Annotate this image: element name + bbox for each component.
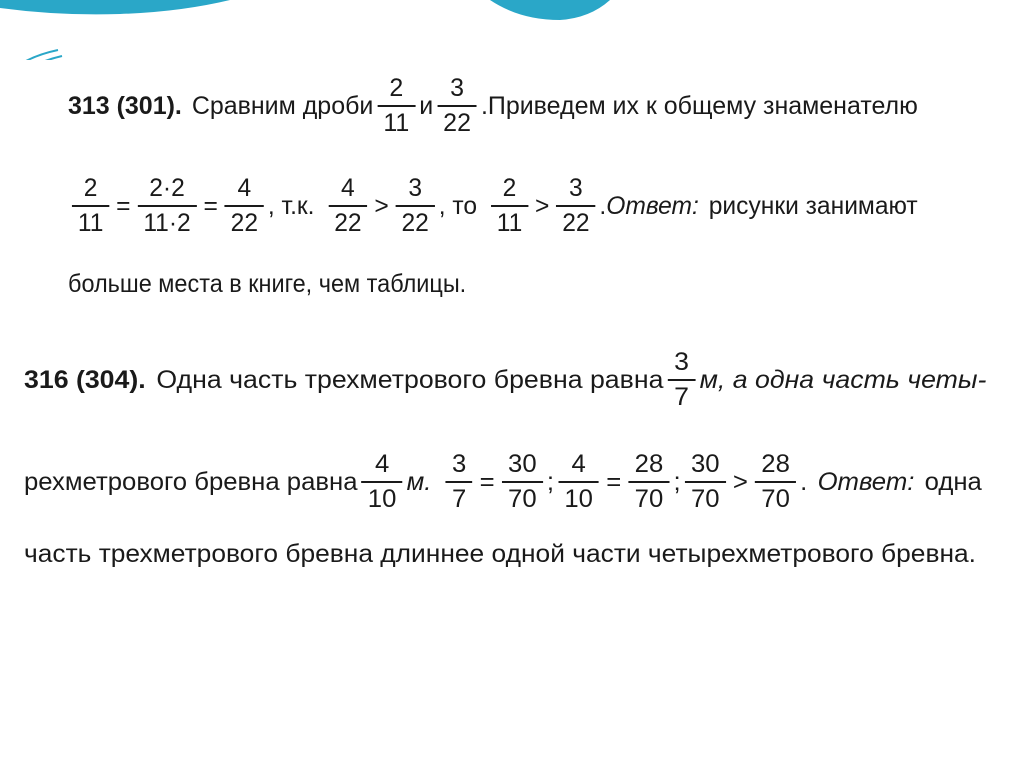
p316-intro: Одна часть трехметрового бревна равна — [156, 365, 664, 394]
p313-and: и — [419, 91, 434, 120]
eq-fraction-2x2-11x2: $\frac{2\cdot 2}{11\cdot 2}$ — [137, 176, 196, 236]
corner-swoosh-icon — [2, 50, 62, 60]
right-wave-shape — [490, 0, 610, 20]
fraction-3-22: $\frac{3}{22}$ — [437, 76, 477, 136]
cmp-fraction-3-22: $\frac{3}{22}$ — [396, 176, 435, 236]
cmp-fraction-4-22: $\frac{4}{22}$ — [328, 176, 367, 236]
eq-fraction-30-70: $\frac{30}{70}$ — [502, 452, 543, 512]
cmp-fraction-30-70: $\frac{30}{70}$ — [685, 452, 726, 512]
p313-line-1 — [68, 70, 918, 142]
left-wave-shape — [0, 0, 230, 14]
p316-line-1 — [24, 338, 986, 422]
fraction-3-7: $\frac{3}{7}$ — [668, 350, 696, 410]
p316-answer-start: одна — [924, 467, 982, 496]
p313-intro: Сравним дроби — [191, 91, 374, 120]
eq-fraction-2-11: $\frac{2}{11}$ — [72, 176, 109, 236]
p313-answer-label: Ответ: — [606, 191, 699, 220]
eq-fraction-4-10: $\frac{4}{10}$ — [558, 452, 599, 512]
cmp-fraction-3-22b: $\frac{3}{22}$ — [556, 176, 595, 236]
p313-tail: .Приведем их к общему знаменателю — [480, 91, 918, 120]
p316-answer-label: Ответ: — [817, 467, 915, 496]
p316-number: 316 (304). — [24, 365, 146, 394]
p313-to: , то — [438, 191, 478, 220]
fraction-2-11: $\frac{2}{11}$ — [377, 76, 415, 136]
p316-unit2: м. — [406, 467, 432, 496]
p316-line2-start: рехметрового бревна равна — [24, 467, 358, 496]
p316-answer-rest: часть трехметрового бревна длиннее одной части четырехметрового бревна. — [24, 539, 977, 568]
cmp-fraction-28-70: $\frac{28}{70}$ — [755, 452, 796, 512]
cmp-fraction-2-11: $\frac{2}{11}$ — [491, 176, 528, 236]
p313-tk: , т.к. — [267, 191, 315, 220]
p316-line-3 — [24, 536, 976, 572]
p316-line-2: рехметрового бревна равна $\frac{4}{10}$ м. $\frac{3}{7}$ = $\frac{30}{70}$ ; $\frac{4}{10}$ = $\frac{28}{70}$ ; $\frac{30}{70}$ > $\frac{28}{70}$ . Ответ: одна — [24, 450, 982, 513]
decorative-header-waves — [0, 0, 1024, 60]
p316-unit1: м, а одна часть четы- — [699, 365, 987, 394]
fraction-4-10: $\frac{4}{10}$ — [362, 452, 403, 512]
eq-fraction-4-22: $\frac{4}{22}$ — [225, 176, 264, 236]
p313-answer-rest: больше места в книге, чем таблицы. — [68, 269, 467, 298]
p313-line-2: $\frac{2}{11}$ = $\frac{2\cdot 2}{11\cdot 2}$ = $\frac{4}{22}$ , т.к. $\frac{4}{22}$ > $\frac{3}{22}$ , то $\frac{2}{11}$ > $\frac{3}{22}$ . Ответ: рисунки занимают — [68, 166, 918, 246]
eq-fraction-3-7: $\frac{3}{7}$ — [446, 452, 473, 512]
p313-number: 313 (301). — [68, 91, 182, 120]
p313-answer-start: рисунки занимают — [708, 191, 918, 220]
eq-fraction-28-70: $\frac{28}{70}$ — [628, 452, 669, 512]
p313-line-3 — [68, 266, 466, 302]
